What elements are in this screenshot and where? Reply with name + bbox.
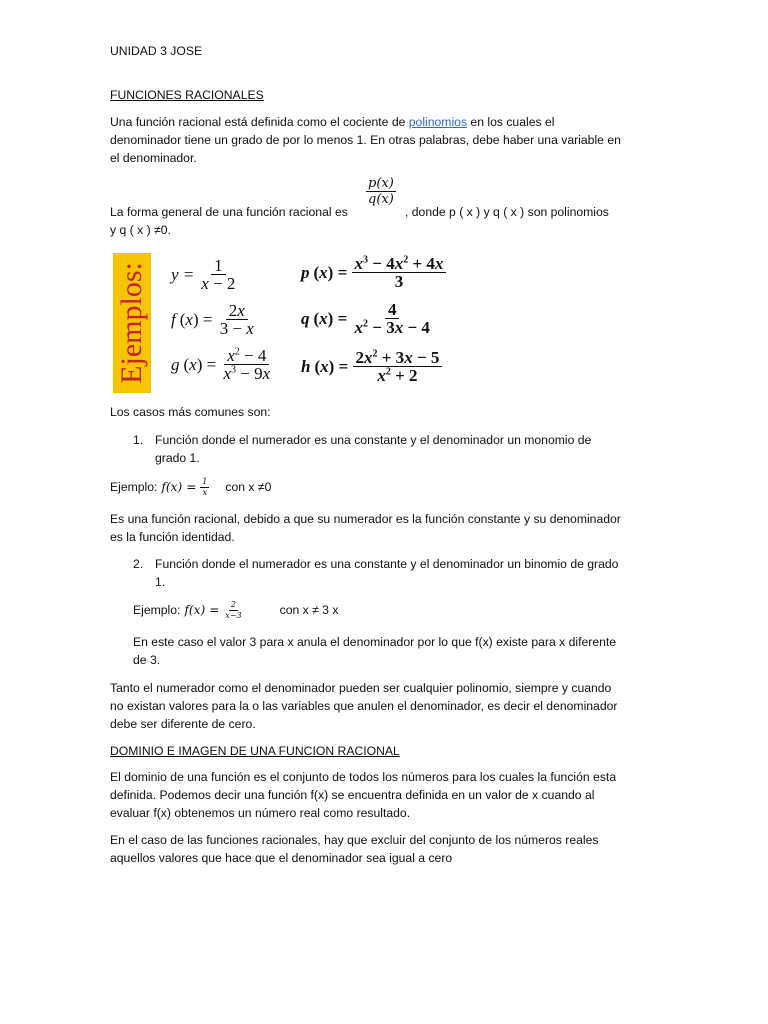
general-form-after: , donde p ( x ) y q ( x ) son polinomios [405,205,609,219]
general-form-before: La forma general de una función racional es [110,205,348,219]
rational-line-1: En el caso de las funciones racionales, hay que excluir del conjunto de los números reales [110,833,599,847]
intro-text-after: en los cuales el [467,115,555,129]
equation-f: f (x) = $\frac{2x}{3 - x}$ [171,301,254,338]
intro-line-2: denominador tiene un grado de por lo menos 1. En otras palabras, debe haber una variable en [110,133,621,147]
examples-label: Ejemplos: [115,262,148,384]
domain-line-2: definida. Podemos decir una función f(x) se encuentra definida en un valor de x cuando al [110,788,595,802]
examples-image [113,253,448,393]
equation-h: h (x) = $\frac{2x^2 + 3x - 5}{x^2 + 2}$ [301,349,442,384]
case-2-text-line-2: 1. [155,575,166,589]
case-2-formula: f(x) = $\frac{2}{x-3}$ [184,599,242,620]
case-1-example [110,474,271,500]
general-note-line-2: no existan valores para la o las variables que anulen el denominador, es decir el denominador [110,699,618,713]
intro-line-3: el denominador. [110,151,197,165]
equation-q: q (x) = $\frac{4}{x^2 - 3x - 4}$ [301,300,430,337]
equation-g: g (x) = $\frac{x^2 - 4}{x^3 - 9x}$ [171,346,271,383]
case-1-example-label: Ejemplo: [110,480,158,494]
case-1-explanation-line-1: Es una función racional, debido a que su numerador es la función constante y su denominador [110,512,621,526]
intro-text: Una función racional está definida como el cociente de [110,115,409,129]
intro-line-1 [110,113,658,131]
general-note-line-1: Tanto el numerador como el denominador pueden ser cualquier polinomio, siempre y cuando [110,681,612,695]
equation-p: p (x) = $\frac{x^3 - 4x^2 + 4x}{3}$ [301,255,446,290]
domain-line-1: El dominio de una función es el conjunto de todos los números para los cuales la función esta [110,770,617,784]
document-header: UNIDAD 3 JOSE [110,44,203,58]
polinomios-link[interactable]: polinomios [408,115,468,129]
case-2-explanation-line-1: En este caso el valor 3 para x anula el denominador por lo que f(x) existe para x diferente [133,635,617,649]
common-cases-title: Los casos más comunes son: [110,405,271,419]
case-2-example-label: Ejemplo: [133,603,181,617]
case-2-explanation-line-2: de 3. [133,653,161,667]
case-2-text-line-1: Función donde el numerador es una constante y el denominador un binomio de grado [155,557,619,571]
case-1-condition: con x ≠0 [225,480,272,494]
case-1-formula: f(x) = $\frac{1}{x}$ [161,476,208,497]
case-1-explanation-line-2: es la función identidad. [110,530,235,544]
general-form-fraction [366,177,396,206]
domain-title: DOMINIO E IMAGEN DE UNA FUNCION RACIONAL [110,744,400,758]
general-form-numerator: p(x) [368,176,394,191]
case-1-number: 1. [133,433,144,447]
examples-label-band [113,253,151,393]
case-2-example [133,597,338,623]
rational-line-2: aquellos valores que hace que el denominador sea igual a cero [110,851,453,865]
equation-y: y = $\frac{1}{x - 2}$ [171,256,236,293]
domain-line-3: evaluar f(x) obtenemos un número real como resultado. [110,806,411,820]
case-1-text-line-2: grado 1. [155,451,200,465]
general-form-line-2: y q ( x ) ≠0. [110,223,171,237]
case-1-text-line-1: Función donde el numerador es una constante y el denominador un monomio de [155,433,592,447]
general-note-line-3: debe ser diferente de cero. [110,717,256,731]
case-2-number: 2. [133,557,144,571]
general-form-denominator: q(x) [368,192,394,207]
section-title: FUNCIONES RACIONALES [110,88,264,102]
case-2-condition: con x ≠ 3 x [279,603,339,617]
